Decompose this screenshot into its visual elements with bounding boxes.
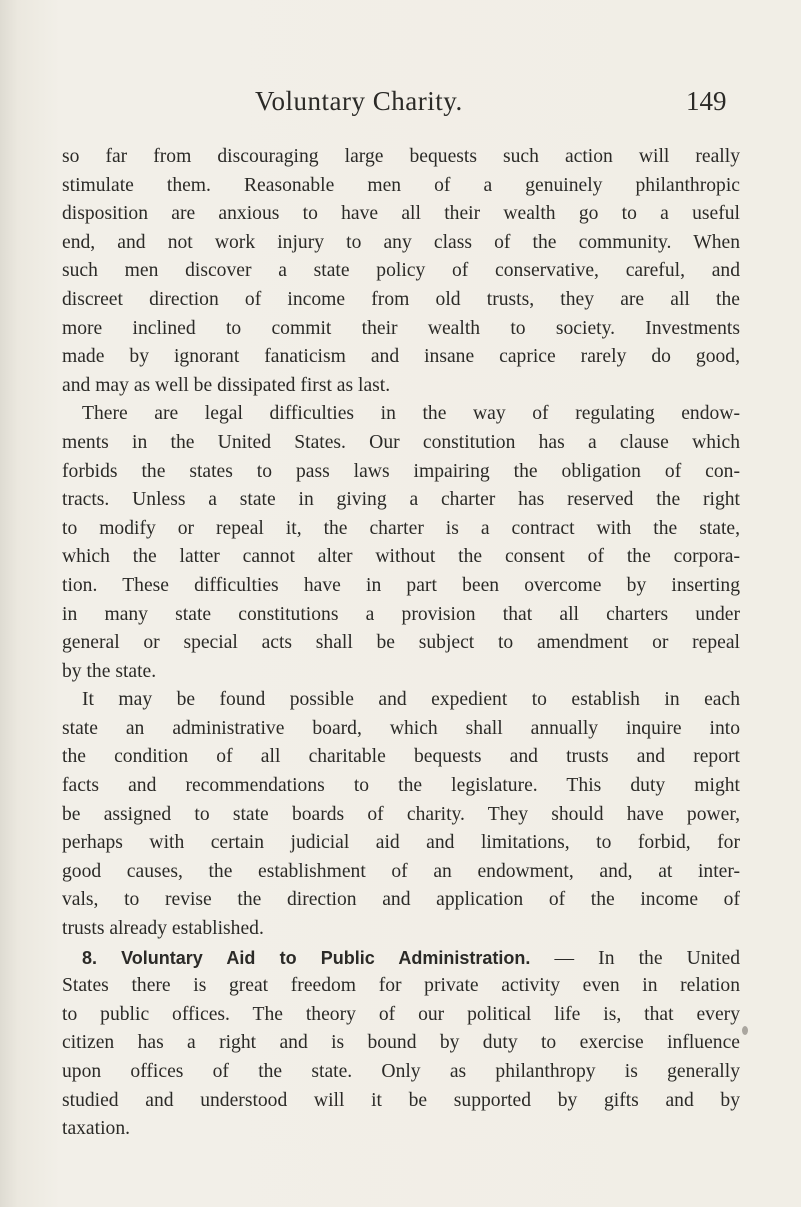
text-line: made by ignorant fanaticism and insane caprice rarely do good, xyxy=(62,346,740,368)
running-head: Voluntary Charity. xyxy=(255,86,463,116)
text-line: be assigned to state boards of charity. They should have power, xyxy=(62,803,740,825)
section-title: Voluntary Aid to Public Administration. xyxy=(121,947,531,968)
section-first-line-text: — In the United xyxy=(554,947,740,969)
text-line: more inclined to commit their wealth to society. Investments xyxy=(62,317,740,339)
text-line: disposition are anxious to have all their wealth go to a useful xyxy=(62,203,740,225)
text-line: the condition of all charitable bequests and trusts and report xyxy=(62,746,740,768)
text-line: upon offices of the state. Only as philanthropy is generally xyxy=(62,1061,740,1082)
text-line: perhaps with certain judicial aid and limitations, to forbid, for xyxy=(62,832,740,854)
text-line: trusts already established. xyxy=(62,918,264,940)
text-line: such men discover a state policy of conservative, careful, and xyxy=(62,260,740,282)
text-line: and may as well be dissipated first as last. xyxy=(62,374,391,396)
paragraph xyxy=(62,400,740,686)
text-line: tion. These difficulties have in part been overcome by inserting xyxy=(62,574,740,596)
section-number: 8. xyxy=(82,947,98,968)
paragraph xyxy=(62,686,740,943)
text-line: It may be found possible and expedient to establish in each xyxy=(82,689,740,711)
page-header xyxy=(0,86,801,126)
text-line: ments in the United States. Our constitution has a clause which xyxy=(62,431,740,453)
text-line: citizen has a right and is bound by duty to exercise influence xyxy=(62,1032,740,1054)
text-line: general or special acts shall be subject to amendment or repeal xyxy=(62,632,740,654)
text-line: vals, to revise the direction and application of the income of xyxy=(62,889,740,911)
page-number: 149 xyxy=(686,86,727,116)
ink-blot xyxy=(742,1026,748,1035)
text-line: which the latter cannot alter without the consent of the corpora- xyxy=(62,546,740,568)
section-heading-line xyxy=(62,944,740,973)
text-line: There are legal difficulties in the way of regulating endow- xyxy=(82,403,740,425)
text-line: discreet direction of income from old trusts, they are all the xyxy=(62,288,740,310)
text-line: studied and understood will it be supported by gifts and by xyxy=(62,1089,740,1111)
text-line: States there is great freedom for private activity even in relation xyxy=(62,975,740,997)
text-line: so far from discouraging large bequests such action will really xyxy=(62,146,740,167)
paragraph xyxy=(62,143,740,400)
text-line: taxation. xyxy=(62,1118,131,1140)
text-line: to public offices. The theory of our political life is, that every xyxy=(62,1003,740,1025)
text-line: state an administrative board, which shall annually inquire into xyxy=(62,717,740,739)
text-line: in many state constitutions a provision that all charters under xyxy=(62,603,740,625)
text-line: tracts. Unless a state in giving a charter has reserved the right xyxy=(62,489,740,511)
text-line: end, and not work injury to any class of the community. When xyxy=(62,231,740,253)
text-line: stimulate them. Reasonable men of a genuinely philanthropic xyxy=(62,174,740,196)
text-line: good causes, the establishment of an endowment, and, at inter- xyxy=(62,860,740,882)
text-line: facts and recommendations to the legislature. This duty might xyxy=(62,775,740,797)
body-text xyxy=(62,143,740,1144)
text-line: forbids the states to pass laws impairing the obligation of con- xyxy=(62,460,740,482)
text-line: by the state. xyxy=(62,660,157,682)
text-line: to modify or repeal it, the charter is a contract with the state, xyxy=(62,517,740,539)
section-8 xyxy=(62,944,740,1144)
